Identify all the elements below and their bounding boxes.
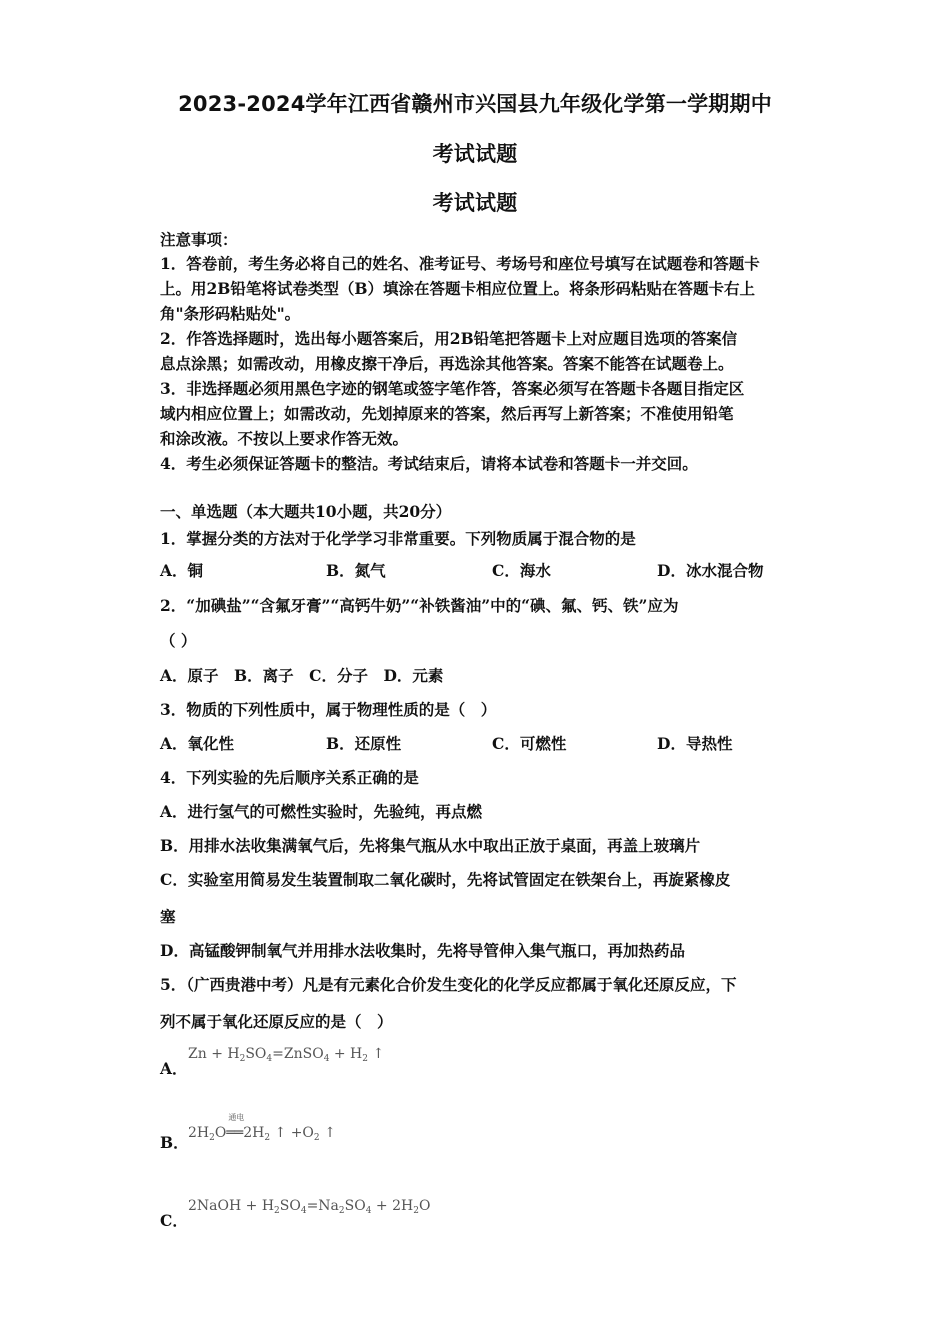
reaction-condition: 通电 — [228, 1113, 245, 1122]
question-5-option-b-label: B． — [160, 1133, 189, 1152]
question-4-option-b: B．用排水法收集满氧气后，先将集气瓶从水中取出正放于桌面，再盖上玻璃片 — [160, 836, 701, 855]
equation-a: $Zn + H_2SO_4=ZnSO_4 + H_2$ ↑ — [188, 1046, 385, 1064]
title-line-1: 2023-2024学年江西省赣州市兴国县九年级化学第一学期期中 — [178, 92, 772, 116]
equation-c: 2NaOH + $H_2SO_4=Na_2SO_4 + 2H_2O$ — [188, 1198, 431, 1216]
notice-heading: 注意事项： — [160, 230, 238, 249]
question-3-option-b: B．还原性 — [326, 734, 402, 753]
title-line-2: 考试试题 — [432, 142, 518, 166]
notice-line: 域内相应位置上；如需改动，先划掉原来的答案，然后再写上新答案；不准使用铅笔 — [160, 404, 734, 423]
question-1-stem: 1．掌握分类的方法对于化学学习非常重要。下列物质属于混合物的是 — [160, 529, 636, 548]
notice-line: 2．作答选择题时，选出每小题答案后，用2B铅笔把答题卡上对应题目选项的答案信 — [160, 329, 738, 348]
question-2-options: A．原子 B．离子 C．分子 D．元素 — [160, 666, 444, 685]
question-4-option-d: D．高锰酸钾制氧气并用排水法收集时，先将导管伸入集气瓶口，再加热药品 — [160, 941, 685, 960]
question-1-option-c: C．海水 — [492, 561, 551, 580]
question-3-stem: 3．物质的下列性质中，属于物理性质的是（ ） — [160, 700, 497, 719]
question-4-option-a: A．进行氢气的可燃性实验时，先验纯，再点燃 — [160, 802, 483, 821]
question-5-stem-cont: 列不属于氧化还原反应的是（ ） — [160, 1012, 393, 1031]
question-4-option-c: C．实验室用简易发生装置制取二氧化碳时，先将试管固定在铁架台上，再旋紧橡皮 — [160, 870, 731, 889]
notice-line: 4．考生必须保证答题卡的整洁。考试结束后，请将本试卷和答题卡一并交回。 — [160, 454, 698, 473]
question-5-stem: 5．（广西贵港中考）凡是有元素化合价发生变化的化学反应都属于氧化还原反应，下 — [160, 975, 737, 994]
question-4-option-c-cont: 塞 — [160, 907, 176, 926]
notice-line: 3．非选择题必须用黑色字迹的钢笔或签字笔作答，答案必须写在答题卡各题目指定区 — [160, 379, 745, 398]
question-5-option-a-label: A． — [160, 1059, 188, 1078]
question-5-option-c-label: C． — [160, 1211, 188, 1230]
notice-line: 上。用2B铅笔将试卷类型（B）填涂在答题卡相应位置上。将条形码粘贴在答题卡右上 — [160, 279, 755, 298]
question-3-option-a: A．氧化性 — [160, 734, 235, 753]
question-2-stem: 2．“加碘盐”“含氟牙膏”“高钙牛奶”“补铁酱油”中的“碘、氟、钙、铁”应为 — [160, 596, 679, 615]
notice-line: 息点涂黑；如需改动，用橡皮擦干净后，再选涂其他答案。答案不能答在试题卷上。 — [160, 354, 734, 373]
section-heading: 一、单选题（本大题共10小题，共20分） — [160, 502, 452, 521]
question-3-option-d: D．导热性 — [657, 734, 733, 753]
question-3-option-c: C．可燃性 — [492, 734, 567, 753]
title-line-3: 考试试题 — [432, 191, 518, 215]
question-2-stem-cont: （ ） — [160, 631, 197, 650]
equation-b: $2H_2O$ 通电 $══2H_2$ ↑ $+O_2$ ↑ — [188, 1113, 336, 1143]
question-4-stem: 4．下列实验的先后顺序关系正确的是 — [160, 768, 419, 787]
question-1-option-d: D．冰水混合物 — [657, 561, 764, 580]
notice-line: 和涂改液。不按以上要求作答无效。 — [160, 429, 409, 448]
notice-line: 角"条形码粘贴处"。 — [160, 304, 301, 323]
notice-line: 1．答卷前，考生务必将自己的姓名、准考证号、考场号和座位号填写在试题卷和答题卡 — [160, 254, 760, 273]
question-1-option-a: A．铜 — [160, 561, 204, 580]
question-1-option-b: B．氮气 — [326, 561, 386, 580]
